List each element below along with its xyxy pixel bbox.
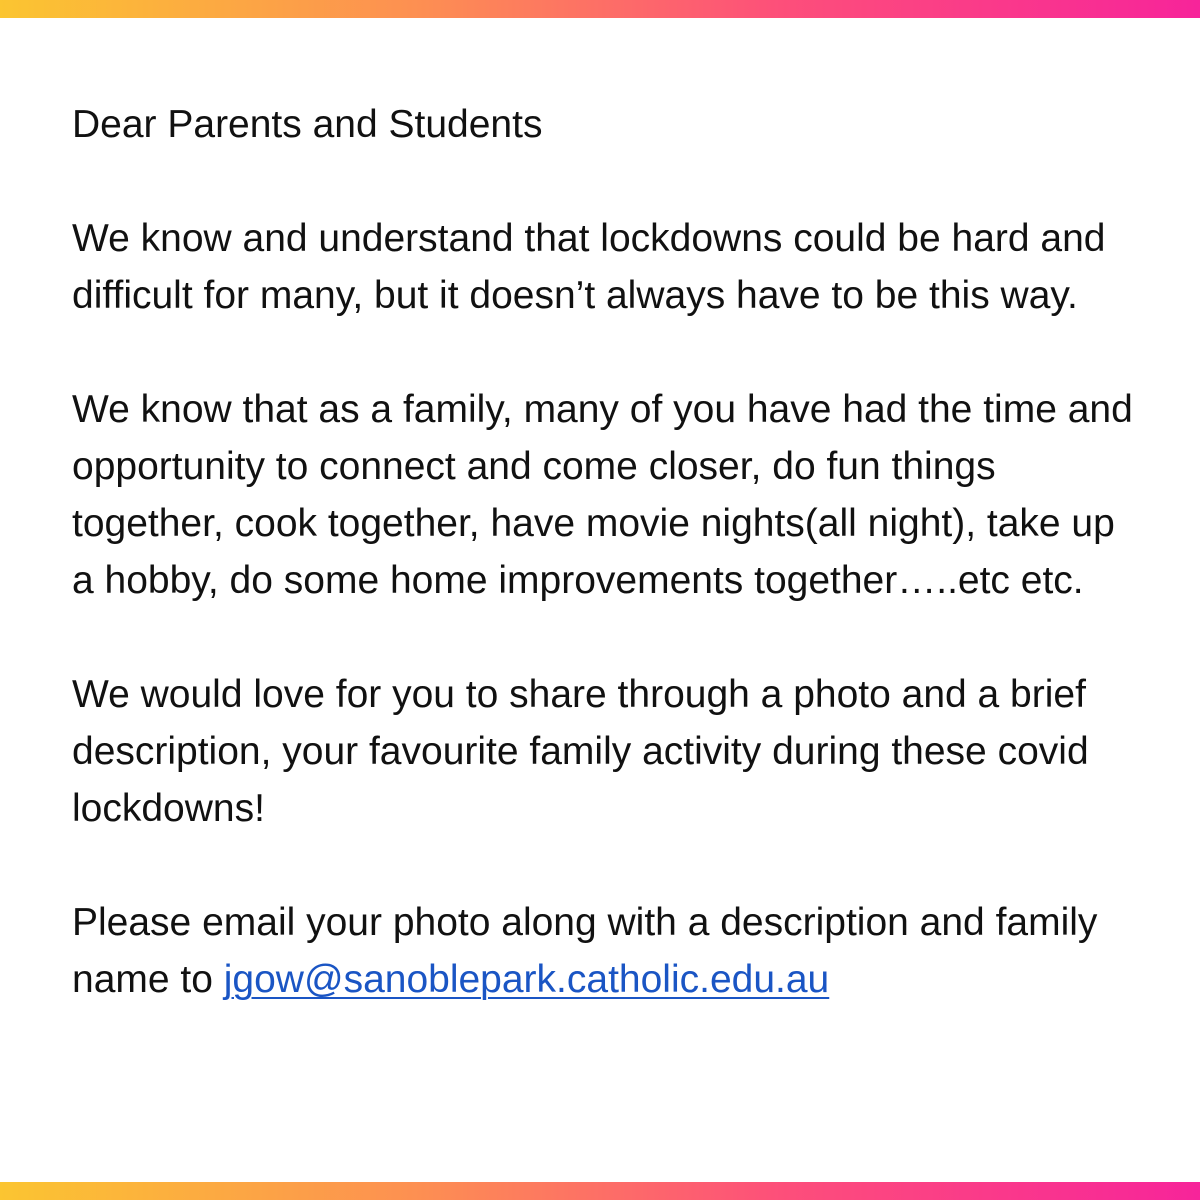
paragraph-email xyxy=(72,894,1142,1008)
paragraph-lockdowns: We know and understand that lockdowns could be hard and difficult for many, but it doesn’t always have to be this way. xyxy=(72,217,1106,317)
letter-body xyxy=(72,96,1142,1008)
paragraph-family: We know that as a family, many of you have had the time and opportunity to connect and come closer, do fun things together, cook together, have movie nights(all night), take up a hobby, do some home improvements together…..etc etc. xyxy=(72,388,1133,602)
email-link[interactable]: jgow@sanoblepark.catholic.edu.au xyxy=(223,958,830,1001)
paragraph-share: We would love for you to share through a photo and a brief description, your favourite family activity during these covid lockdowns! xyxy=(72,673,1089,830)
bottom-gradient-bar xyxy=(0,1182,1200,1200)
top-gradient-bar xyxy=(0,0,1200,18)
email-instruction: Please email your photo along with a description and family name to xyxy=(72,901,1098,1001)
greeting: Dear Parents and Students xyxy=(72,103,543,146)
